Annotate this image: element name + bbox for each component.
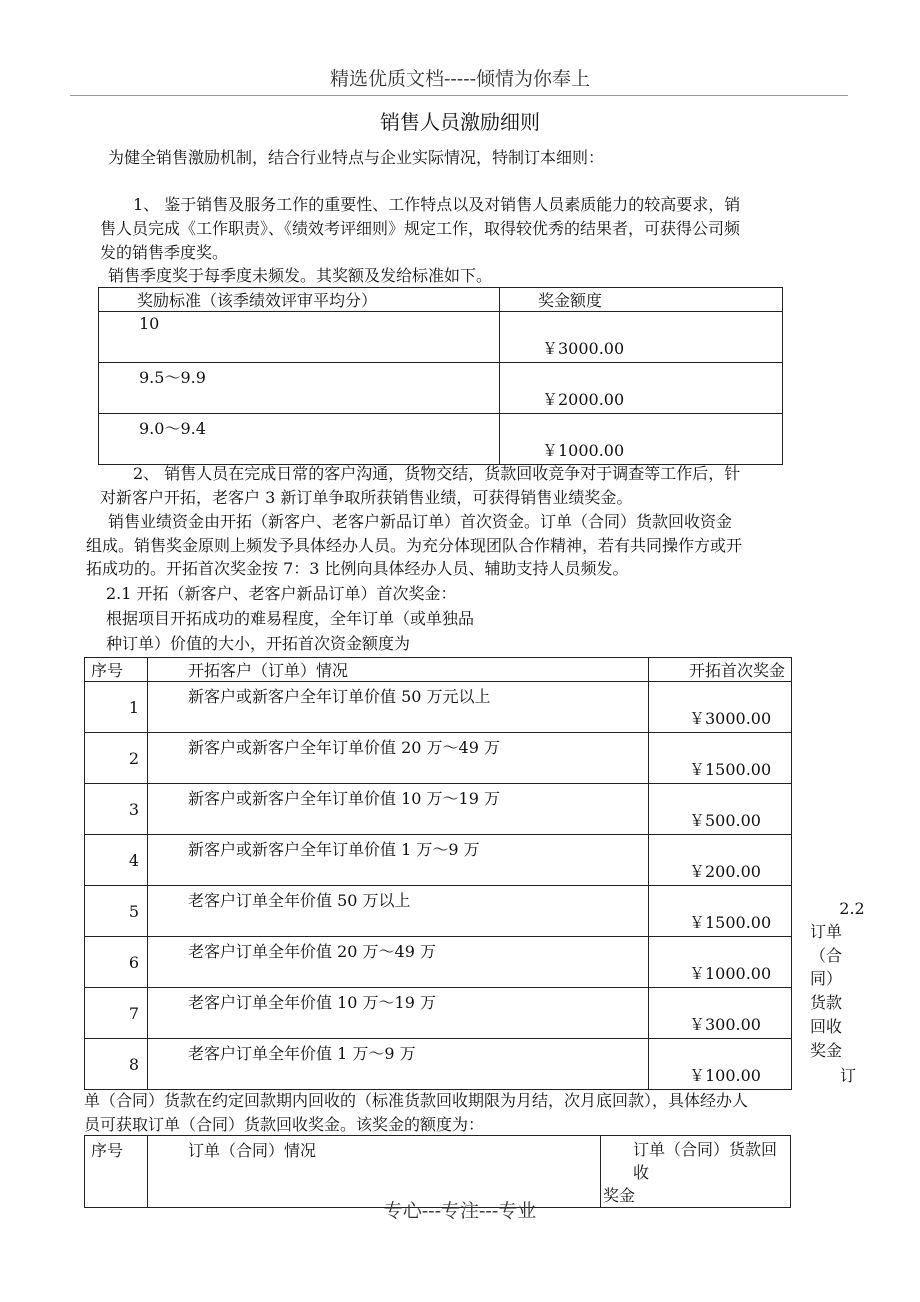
section1-line4: 销售季度奖于每季度未频发。其奖额及发给标准如下。 bbox=[108, 266, 493, 285]
side-note-line: 订 bbox=[839, 1066, 856, 1085]
table1-amount: ￥1000.00 bbox=[500, 414, 783, 465]
section2-line5: 拓成功的。开拓首次奖金按 7：3 比例向具体经办人员、辅助支持人员频发。 bbox=[86, 559, 629, 578]
first-order-bonus-table bbox=[84, 657, 792, 1090]
table-row bbox=[85, 886, 792, 937]
table-row bbox=[99, 363, 783, 414]
side-note-line: （合 bbox=[809, 946, 842, 965]
page-header: 精选优质文档-----倾情为你奉上 bbox=[329, 68, 591, 90]
section2-2-line1: 单（合同）货款在约定回款期内回收的（标准货款回收期限为月结，次月底回款），具体经办人 bbox=[84, 1091, 749, 1110]
table2-no: 7 bbox=[85, 988, 148, 1039]
table2-desc: 老客户订单全年价值 50 万以上 bbox=[148, 886, 649, 937]
table1-standard: 9.5～9.9 bbox=[99, 363, 500, 414]
table2-desc: 老客户订单全年价值 10 万～19 万 bbox=[148, 988, 649, 1039]
table-row bbox=[99, 312, 783, 363]
side-note-line: 奖金 bbox=[809, 1041, 842, 1060]
table2-desc: 老客户订单全年价值 20 万～49 万 bbox=[148, 937, 649, 988]
table1-header-standard: 奖励标准（该季绩效评审平均分） bbox=[99, 288, 500, 312]
table3-header-desc: 订单（合同）情况 bbox=[148, 1136, 601, 1208]
table2-desc: 新客户或新客户全年订单价值 10 万～19 万 bbox=[148, 784, 649, 835]
section2-line2: 对新客户开拓，老客户 3 新订单争取所获销售业绩，可获得销售业绩奖金。 bbox=[100, 488, 633, 507]
table3-header-amount-line2: 奖金 bbox=[603, 1186, 636, 1205]
table2-amount: ￥500.00 bbox=[649, 784, 792, 835]
section1-line3: 发的销售季度奖。 bbox=[100, 243, 229, 262]
side-note-line: 货款 bbox=[809, 993, 842, 1012]
table2-desc: 新客户或新客户全年订单价值 1 万～9 万 bbox=[148, 835, 649, 886]
table1-standard: 9.0～9.4 bbox=[99, 414, 500, 465]
table-row bbox=[85, 733, 792, 784]
section2-1-line2: 种订单）价值的大小，开拓首次资金额度为 bbox=[106, 634, 411, 653]
table-row bbox=[85, 988, 792, 1039]
section2-line1: 2、 销售人员在完成日常的客户沟通，货物交结，货款回收竞争对于调查等工作后，针 bbox=[133, 464, 741, 483]
table2-header-no: 序号 bbox=[85, 658, 148, 682]
section2-1-line1: 根据项目开拓成功的难易程度，全年订单（或单独品 bbox=[106, 609, 475, 628]
table2-amount: ￥200.00 bbox=[649, 835, 792, 886]
table-row bbox=[85, 937, 792, 988]
side-note-line: 2.2 bbox=[839, 899, 865, 918]
table2-header-amount: 开拓首次奖金 bbox=[649, 658, 792, 682]
section1-line2: 售人员完成《工作职责》、《绩效考评细则》规定工作，取得较优秀的结果者，可获得公司频 bbox=[100, 219, 741, 238]
table2-amount: ￥1500.00 bbox=[649, 886, 792, 937]
table2-desc: 新客户或新客户全年订单价值 20 万～49 万 bbox=[148, 733, 649, 784]
table3-header-amount-line1: 订单（合同）货款回收 bbox=[633, 1140, 778, 1182]
section2-2-line2: 员可获取订单（合同）货款回收奖金。该奖金的额度为： bbox=[84, 1115, 485, 1134]
table-row bbox=[85, 835, 792, 886]
table-row bbox=[85, 1039, 792, 1090]
side-note-line: 同） bbox=[809, 969, 842, 988]
quarterly-bonus-table bbox=[98, 287, 783, 465]
table-row bbox=[85, 682, 792, 733]
section2-line4: 组成。销售奖金原则上频发予具体经办人员。为充分体现团队合作精神，若有共同操作方或开 bbox=[86, 536, 743, 555]
side-note-line: 回收 bbox=[809, 1017, 842, 1036]
table2-amount: ￥300.00 bbox=[649, 988, 792, 1039]
table2-amount: ￥100.00 bbox=[649, 1039, 792, 1090]
section2-1-title: 2.1 开拓（新客户、老客户新品订单）首次奖金： bbox=[106, 584, 457, 603]
intro-paragraph: 为健全销售激励机制，结合行业特点与企业实际情况，特制订本细则： bbox=[108, 148, 605, 167]
side-note-line: 订单 bbox=[809, 922, 842, 941]
table2-no: 6 bbox=[85, 937, 148, 988]
section2-line3: 销售业绩资金由开拓（新客户、老客户新品订单）首次资金。订单（合同）货款回收资金 bbox=[108, 512, 733, 531]
page-footer: 专心---专注---专业 bbox=[383, 1200, 537, 1222]
table-row bbox=[99, 414, 783, 465]
table2-desc: 老客户订单全年价值 1 万～9 万 bbox=[148, 1039, 649, 1090]
table2-amount: ￥3000.00 bbox=[649, 682, 792, 733]
section1-line1: 1、 鉴于销售及服务工作的重要性、工作特点以及对销售人员素质能力的较高要求，销 bbox=[133, 195, 741, 214]
table2-no: 8 bbox=[85, 1039, 148, 1090]
table2-no: 4 bbox=[85, 835, 148, 886]
table2-desc: 新客户或新客户全年订单价值 50 万元以上 bbox=[148, 682, 649, 733]
table1-header-amount: 奖金额度 bbox=[500, 288, 783, 312]
table-row bbox=[85, 784, 792, 835]
header-divider bbox=[70, 95, 848, 96]
table2-no: 3 bbox=[85, 784, 148, 835]
table2-no: 5 bbox=[85, 886, 148, 937]
table3-header-no: 序号 bbox=[85, 1136, 148, 1208]
table1-amount: ￥3000.00 bbox=[500, 312, 783, 363]
table2-amount: ￥1500.00 bbox=[649, 733, 792, 784]
document-title: 销售人员激励细则 bbox=[380, 110, 540, 134]
table2-amount: ￥1000.00 bbox=[649, 937, 792, 988]
table2-header-desc: 开拓客户（订单）情况 bbox=[148, 658, 649, 682]
table2-no: 2 bbox=[85, 733, 148, 784]
table1-amount: ￥2000.00 bbox=[500, 363, 783, 414]
table2-no: 1 bbox=[85, 682, 148, 733]
table1-standard: 10 bbox=[99, 312, 500, 363]
